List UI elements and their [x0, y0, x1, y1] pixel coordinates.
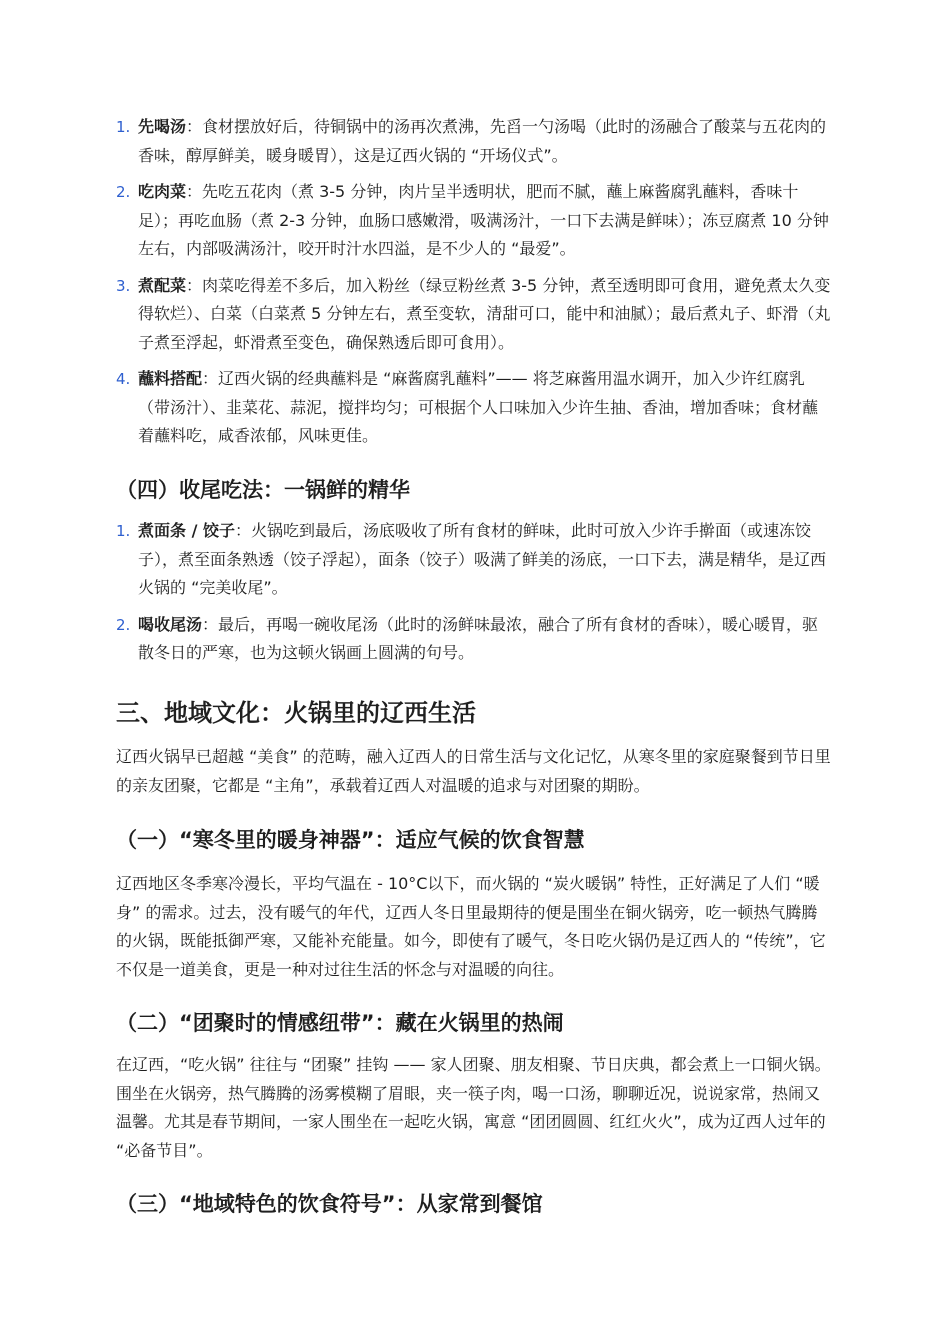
finishing-steps-list — [116, 517, 832, 676]
list-number: 1. — [116, 118, 131, 136]
section-heading-reunion: （二）“团聚时的情感纽带”：藏在火锅里的热闹 — [116, 1011, 564, 1035]
list-item — [116, 365, 832, 451]
winter-paragraph: 辽西地区冬季寒冷漫长，平均气温在 - 10°C以下，而火锅的 “炭火暖锅” 特性，正好满足了人们 “暖身” 的需求。过去，没有暖气的年代，辽西人冬日里最期待的便是围坐在铜火锅旁，吃一顿热气腾腾的火锅，既能抵御严寒，又能补充能量。如今，即使有了暖气，冬日吃火锅仍是辽西人的 “传统”，它不仅是一道美食，更是一种对过往生活的怀念与对温暖的向往。 — [116, 874, 826, 979]
reunion-paragraph: 在辽西，“吃火锅” 往往与 “团聚” 挂钩 —— 家人团聚、朋友相聚、节日庆典，都会煮上一口铜火锅。围坐在火锅旁，热气腾腾的汤雾模糊了眉眼，夹一筷子肉，喝一口汤，聊聊近况，说说家常，热闹又温馨。尤其是春节期间，一家人围坐在一起吃火锅，寓意 “团团圆圆、红红火火”，成为辽西人过年的 “必备节目”。 — [116, 1055, 831, 1160]
list-item — [116, 517, 832, 603]
list-number: 2. — [116, 183, 131, 201]
list-item-text: ：火锅吃到最后，汤底吸收了所有食材的鲜味，此时可放入少许手擀面（或速冻饺子），煮至面条熟透（饺子浮起），面条（饺子）吸满了鲜美的汤底，一口下去，满是精华，是辽西火锅的 “完美收尾”。 — [138, 521, 827, 597]
list-item-text: ：先吃五花肉（煮 3-5 分钟，肉片呈半透明状，肥而不腻，蘸上麻酱腐乳蘸料，香味十足）；再吃血肠（煮 2-3 分钟，血肠口感嫩滑，吸满汤汁，一口下去满是鲜味）；冻豆腐煮 10 分钟左右，内部吸满汤汁，咬开时汁水四溢，是不少人的 “最爱”。 — [138, 182, 829, 258]
list-item — [116, 272, 832, 358]
section-heading-food-symbol: （三）“地域特色的饮食符号”：从家常到餐馆 — [116, 1192, 543, 1216]
list-item-term: 吃肉菜 — [138, 182, 187, 201]
list-item-term: 煮配菜 — [138, 275, 187, 295]
list-item-text: ：肉菜吃得差不多后，加入粉丝（绿豆粉丝煮 3-5 分钟，煮至透明即可食用，避免煮太久变得软烂）、白菜（白菜煮 5 分钟左右，煮至变软，清甜可口，能中和油腻）；最后煮丸子、虾滑（丸子煮至浮起，虾滑煮至变色，确保熟透后即可食用）。 — [138, 275, 831, 352]
list-item-term: 喝收尾汤 — [138, 614, 203, 634]
list-item-text: ：辽西火锅的经典蘸料是 “麻酱腐乳蘸料”—— 将芝麻酱用温水调开，加入少许红腐乳（带汤汁）、韭菜花、蒜泥，搅拌均匀；可根据个人口味加入少许生抽、香油，增加香味；食材蘸着蘸料吃，咸香浓郁，风味更佳。 — [138, 369, 819, 445]
eating-steps-list — [116, 113, 832, 459]
section-heading-winter: （一）“寒冬里的暖身神器”：适应气候的饮食智慧 — [116, 828, 585, 852]
list-item-text: ：食材摆放好后，待铜锅中的汤再次煮沸，先舀一勺汤喝（此时的汤融合了酸菜与五花肉的香味，醇厚鲜美，暖身暖胃），这是辽西火锅的 “开场仪式”。 — [138, 117, 827, 165]
section-heading-finishing: （四）收尾吃法：一锅鲜的精华 — [116, 478, 410, 502]
list-item — [116, 178, 832, 264]
list-item — [116, 611, 832, 668]
list-item — [116, 113, 832, 170]
list-number: 3. — [116, 276, 131, 295]
list-number: 4. — [116, 370, 131, 388]
chapter-heading-regional-culture: 三、地域文化：火锅里的辽西生活 — [116, 699, 476, 727]
list-item-term: 蘸料搭配 — [138, 369, 203, 388]
list-item-term: 煮面条 / 饺子 — [138, 521, 235, 540]
list-item-term: 先喝汤 — [138, 117, 187, 136]
list-item-text: ：最后，再喝一碗收尾汤（此时的汤鲜味最浓，融合了所有食材的香味），暖心暖胃，驱散冬日的严寒，也为这顿火锅画上圆满的句号。 — [138, 614, 819, 662]
list-number: 1. — [116, 522, 131, 540]
list-number: 2. — [116, 615, 131, 634]
chapter-intro-paragraph: 辽西火锅早已超越 “美食” 的范畴，融入辽西人的日常生活与文化记忆，从寒冬里的家庭聚餐到节日里的亲友团聚，它都是 “主角”，承载着辽西人对温暖的追求与对团聚的期盼。 — [116, 747, 831, 795]
